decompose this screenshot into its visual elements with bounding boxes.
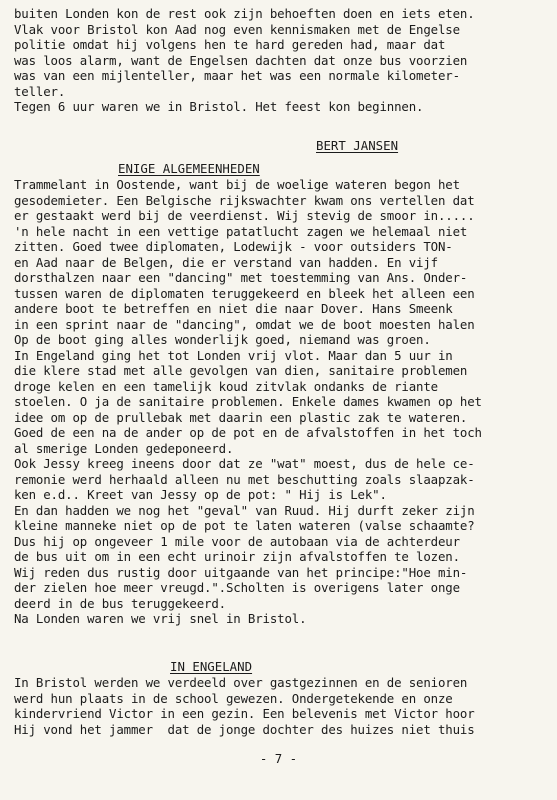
text-line: Vlak voor Bristol kon Aad nog even kennismaken met de Engelse [14,21,460,37]
paragraph-arrival [14,6,552,115]
text-line: werd hun plaats in de school gewezen. Ondergetekende en onze [14,690,453,706]
text-line: in een sprint naar de "dancing", omdat we de boot moesten halen [14,316,475,332]
text-line: tussen waren de diplomaten teruggekeerd en bleek het alleen een [14,285,475,301]
text-line: Ook Jessy kreeg ineens door dat ze "wat" moest, dus de hele ce- [14,456,475,471]
text-line: Tegen 6 uur waren we in Bristol. Het feest kon beginnen. [14,99,424,114]
text-line: was van een mijlenteller, maar het was een normale kilometer- [14,68,460,83]
text-line: dorsthalzen naar een "dancing" met toestemming van Ans. Onder- [14,270,468,285]
text-line: buiten Londen kon de rest ook zijn behoeften doen en iets eten. [14,6,475,21]
text-line: de bus uit om in een echt urinoir zijn afvalstoffen te lozen. [14,549,460,564]
text-line: andere boot te betreffen en niet die naar Dover. Hans Smeenk [14,301,453,316]
text-line: In Engeland ging het tot Londen vrij vlot. Maar dan 5 uur in [14,347,453,363]
paragraph-engeland [14,675,552,737]
text-line: teller. [14,83,66,99]
text-line: deerd in de bus teruggekeerd. [14,595,226,611]
paragraph-algemeenheden [14,177,552,627]
text-line: 'n hele nacht in een vettige patatlucht zagen we helemaal niet [14,223,468,239]
text-line: al smerige Londen gedeponeerd. [14,440,234,456]
text-line: Wij reden dus rustig door uitgaande van het principe:"Hoe min- [14,564,468,580]
text-line: idee om op de prullebak met daarin een plastic zak te wateren. [14,409,468,425]
text-line: Na Londen waren we vrij snel in Bristol. [14,611,307,626]
text-line: en Aad naar de Belgen, die er verstand van hadden. En vijf [14,254,438,270]
section-heading-engeland: IN ENGELAND [170,659,253,674]
text-line: gesodemieter. Een Belgische rijkswachter kwam ons vertellen dat [14,192,475,208]
text-line: Trammelant in Oostende, want bij de woelige wateren begon het [14,177,460,192]
text-line: Goed de een na de ander op de pot en de afvalstoffen in het toch [14,425,482,440]
page-number: - 7 - [259,751,298,766]
author-signature: BERT JANSEN [316,138,399,153]
text-line: In Bristol werden we verdeeld over gastgezinnen en de senioren [14,675,468,690]
text-line: zitten. Goed twee diplomaten, Lodewijk - voor outsiders TON- [14,239,453,254]
text-line: Dus hij op ongeveer 1 mile voor de autobaan via de achterdeur [14,533,460,549]
text-line: Op de boot ging alles wonderlijk goed, niemand was groen. [14,332,431,347]
text-line: politie omdat hij volgens hen te hard gereden had, maar dat [14,37,446,52]
text-line: kleine manneke niet op de pot te laten wateren (valse schaamte? [14,518,475,533]
text-line: Hij vond het jammer dat de jonge dochter des huizes niet thuis [14,721,475,737]
text-line: stoelen. O ja de sanitaire problemen. Enkele dames kwamen op het [14,394,482,409]
text-line: der zielen hoe meer vreugd.".Scholten is overigens later onge [14,580,460,595]
text-line: En dan hadden we nog het "geval" van Ruud. Hij durft zeker zijn [14,502,475,518]
text-line: die klere stad met alle gevolgen van dien, sanitaire problemen [14,363,468,378]
text-line: kindervriend Victor in een gezin. Een belevenis met Victor hoor [14,706,475,721]
section-heading-algemeenheden: ENIGE ALGEMEENHEDEN [118,161,260,176]
text-line: ken e.d.. Kreet van Jessy op de pot: " Hij is Lek". [14,487,387,502]
text-line: remonie werd herhaald alleen nu met beschutting zoals slaapzak- [14,471,475,487]
text-line: was loos alarm, want de Engelsen dachten dat onze bus voorzien [14,52,468,68]
text-line: droge kelen en een tamelijk koud zitvlak ondanks de riante [14,378,438,394]
text-line: er gestaakt werd bij de veerdienst. Wij stevig de smoor in..... [14,208,475,223]
